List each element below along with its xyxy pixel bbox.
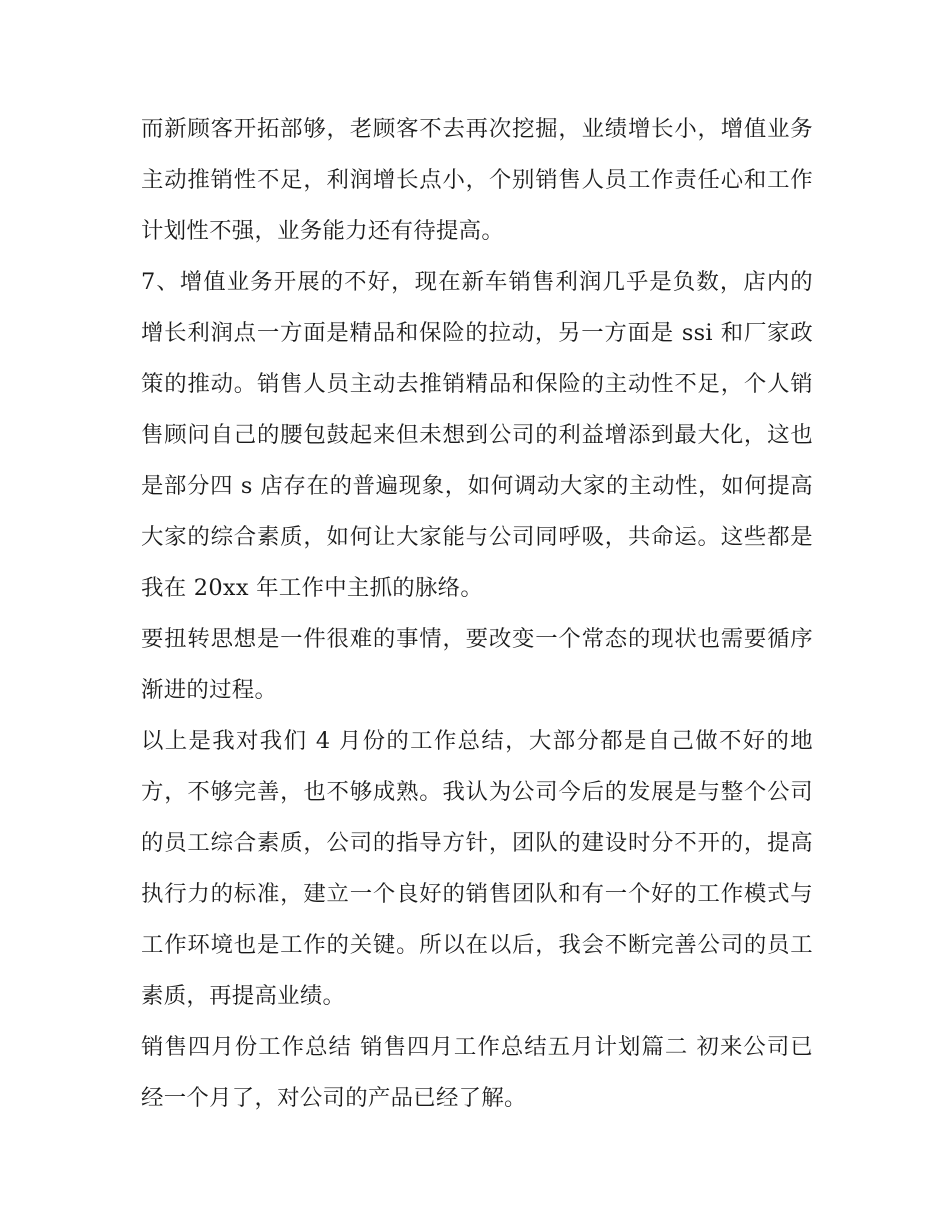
paragraph-mindset-change: 要扭转思想是一件很难的事情，要改变一个常态的现状也需要循序渐进的过程。 [141,626,813,703]
paragraph-part-two-intro: 销售四月份工作总结 销售四月工作总结五月计划篇二 初来公司已经一个月了，对公司的产品已经了解。 [141,1034,813,1111]
paragraph-value-added-business: 7、增值业务开展的不好，现在新车销售利润几乎是负数，店内的增长利润点一方面是精品和保险的拉动，另一方面是 ssi 和厂家政策的推动。销售人员主动去推销精品和保险的主动性不足，个人销售顾问自己的腰包鼓起来但未想到公司的利益增添到最大化，这也是部分四 s 店存在的普遍现象，如何调动大家的主动性，如何提高大家的综合素质，如何让大家能与公司同呼吸，共命运。这些都是我在 20xx 年工作中主抓的脉络。 [141,269,813,601]
document-body [141,104,813,1124]
paragraph-april-summary: 以上是我对我们 4 月份的工作总结，大部分都是自己做不好的地方，不够完善，也不够成熟。我认为公司今后的发展是与整个公司的员工综合素质，公司的指导方针，团队的建设时分不开的，提高执行力的标准，建立一个良好的销售团队和有一个好的工作模式与工作环境也是工作的关键。所以在以后，我会不断完善公司的员工素质，再提高业绩。 [141,728,813,1009]
paragraph-customer-development: 而新顾客开拓部够，老顾客不去再次挖掘，业绩增长小，增值业务主动推销性不足，利润增长点小，个别销售人员工作责任心和工作计划性不强，业务能力还有待提高。 [141,116,813,244]
